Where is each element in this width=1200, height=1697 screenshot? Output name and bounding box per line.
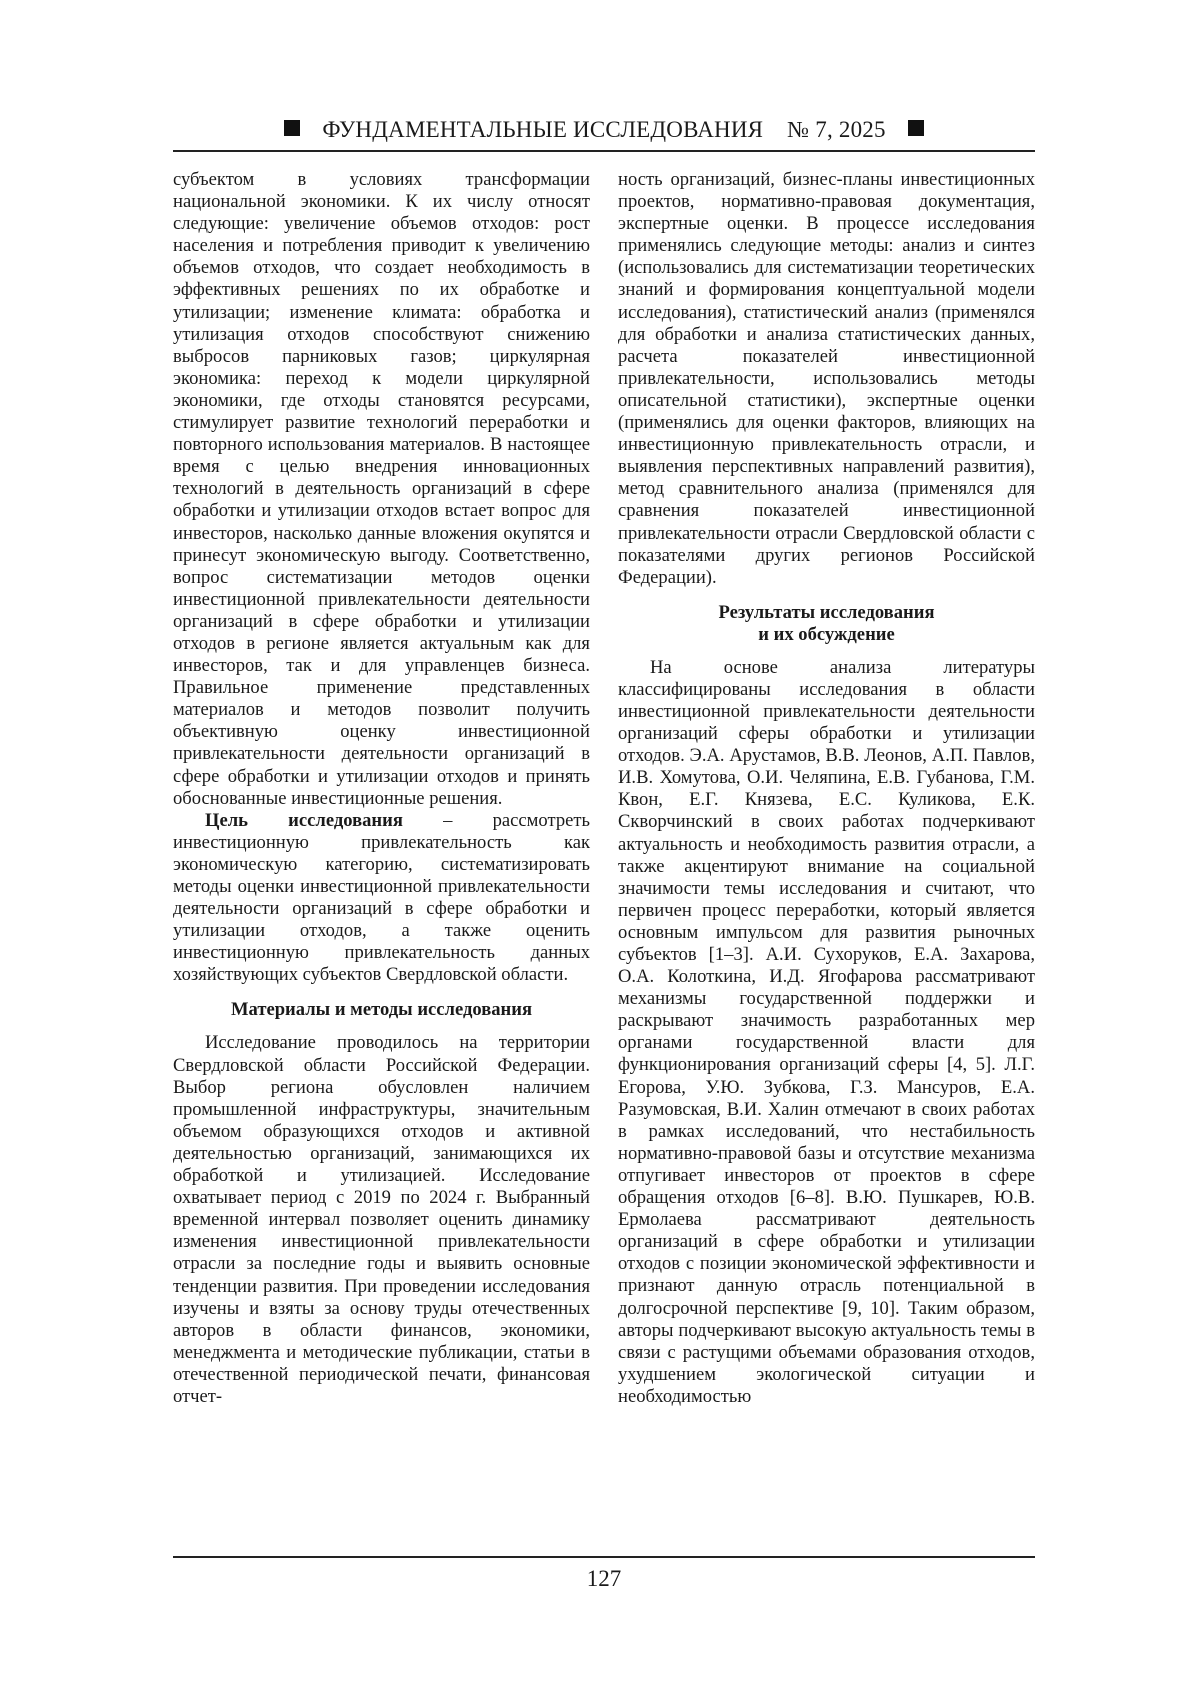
goal-text: – рассмотреть инвестиционную привлекательность как экономическую категорию, систематизировать методы оценки инвестиционной привлекательности деятельности организаций в сфере обработки и утилизации отходов, а также оценить инвестиционную привлекательность данных хозяйствующих субъектов Свердловской области.: [173, 809, 590, 986]
square-bullet-icon: [284, 120, 300, 136]
page-number: 127: [586, 1566, 622, 1591]
paragraph: На основе анализа литературы классифицированы исследования в области инвестиционной привлекательности деятельности организаций сферы обработки и утилизации отходов. Э.А. Арустамов, В.В. Леонов, А.П. Павлов, И.В. Хомутова, О.И. Челяпина, Е.В. Губанова, Г.М. Квон, Е.Г. Князева, Е.С. Куликова, Е.К. Скворчинский в своих работах подчеркивают актуальность и необходимость развития отрасли, а также акцентируют внимание на социальной значимости темы исследования и считают, что первичен процесс переработки, который является основным импульсом для развития рыночных субъектов [1–3]. А.И. Сухоруков, Е.А. Захарова, О.А. Колоткина, И.Д. Ягофарова рассматривают механизмы государственной поддержки и раскрывают значимость разработанных мер органами государственной власти для функционирования организаций сферы [4, 5]. Л.Г. Егорова, У.Ю. Зубкова, Г.З. Мансуров, Е.А. Разумовская, В.И. Халин отмечают в своих работах в рамках исследований, что нестабильность нормативно-правовой базы и отсутствие механизма отпугивает инвесторов от проектов в сфере обращения отходов [6–8]. В.Ю. Пушкарев, Ю.В. Ермолаева рассматривают деятельность организаций в сфере обработки и утилизации отходов с позиции экономической эффективности и признают данную отрасль потенциальной в долгосрочной перспективе [9, 10]. Таким образом, авторы подчеркивают высокую актуальность темы в связи с растущими объемами образования отходов, ухудшением экологической ситуации и необходимостью: [618, 656, 1035, 1407]
section-heading-methods: Материалы и методы исследования: [230, 999, 533, 1021]
left-column: [173, 169, 590, 1408]
goal-label: Цель исследования: [205, 809, 403, 831]
section-heading-results: Результаты исследования и их обсуждение: [718, 601, 935, 645]
goal-paragraph: [173, 810, 590, 987]
journal-title: ФУНДАМЕНТАЛЬНЫЕ ИССЛЕДОВАНИЯ: [322, 117, 764, 142]
paragraph: субъектом в условиях трансформации национальной экономики. К их числу относят следующие: увеличение объемов отходов: рост населения и потребления приводит к увеличению объемов отходов, что создает необходимость в эффективных решениях по их обработке и утилизации; изменение климата: обработка и утилизация отходов способствуют снижению выбросов парниковых газов; циркулярная экономика: переход к модели циркулярной экономики, где отходы становятся ресурсами, стимулирует развитие технологий переработки и повторного использования материалов. В настоящее время с целью внедрения инновационных технологий в деятельность организаций в сфере обработки и утилизации отходов встает вопрос для инвесторов, насколько данные вложения окупятся и принесут экономическую выгоду. Соответственно, вопрос систематизации методов оценки инвестиционной привлекательности деятельности организаций в сфере обработки и утилизации отходов в регионе является актуальным как для инвесторов, так и для управленцев бизнеса. Правильное применение представленных материалов и методов позволит получить объективную оценку инвестиционной привлекательности деятельности организаций в сфере обработки и утилизации отходов и принять обоснованные инвестиционные решения.: [173, 169, 590, 809]
issue-number: № 7, 2025: [787, 117, 886, 142]
running-header: [173, 110, 1035, 152]
footer-divider: [173, 1556, 1035, 1558]
paragraph: ность организаций, бизнес-планы инвестиционных проектов, нормативно-правовая документация, экспертные оценки. В процессе исследования применялись следующие методы: анализ и синтез (использовались для систематизации теоретических знаний и формирования концептуальной модели исследования), статистический анализ (применялся для обработки и анализа статистических данных, расчета показателей инвестиционной привлекательности, использовались методы описательной статистики), экспертные оценки (применялись для оценки факторов, влияющих на инвестиционную привлекательность отрасли, и выявления перспективных направлений развития), метод сравнительного анализа (применялся для сравнения показателей инвестиционной привлекательности отрасли Свердловской области с показателями других регионов Российской Федерации).: [618, 169, 1035, 588]
paragraph: Исследование проводилось на территории Свердловской области Российской Федерации. Выбор региона обусловлен наличием промышленной инфраструктуры, значительным объемом образующихся отходов и активной деятельностью организаций, занимающихся их обработкой и утилизацией. Исследование охватывает период с 2019 по 2024 г. Выбранный временной интервал позволяет оценить динамику изменения инвестиционной привлекательности отрасли за последние годы и выявить основные тенденции развития. При проведении исследования изучены и взяты за основу труды отечественных авторов в области финансов, экономики, менеджмента и методические публикации, статьи в отечественной периодической печати, финансовая отчет-: [173, 1032, 590, 1407]
right-column: [618, 169, 1035, 1408]
square-bullet-icon: [908, 120, 924, 136]
